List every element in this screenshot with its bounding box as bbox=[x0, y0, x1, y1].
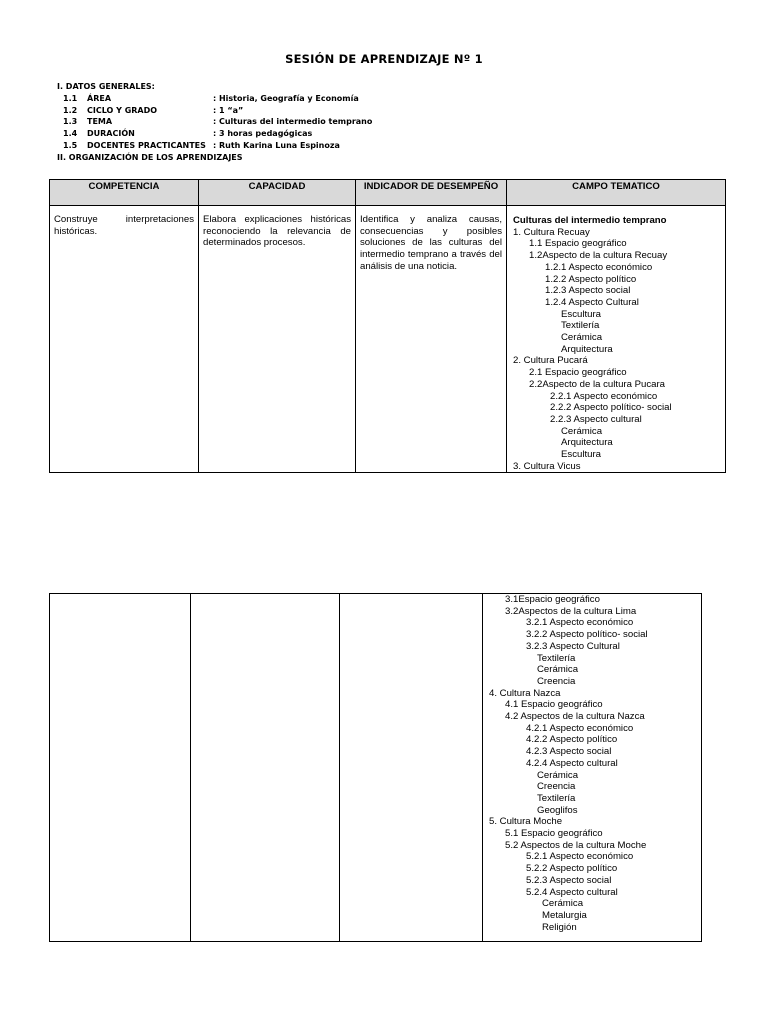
campo-title: Culturas del intermedio temprano bbox=[513, 215, 667, 226]
general-label: ÁREA bbox=[87, 93, 112, 103]
campo-item: 2.2.3 Aspecto cultural bbox=[550, 413, 642, 425]
general-number: 1.2 bbox=[63, 105, 78, 115]
campo-list-page-2 bbox=[489, 594, 701, 933]
campo-item: 1.1 Espacio geográfico bbox=[529, 238, 627, 250]
campo-item: Cerámica bbox=[561, 332, 603, 344]
general-value: : 1 “a” bbox=[213, 105, 244, 115]
campo-item: 1.2.1 Aspecto económico bbox=[545, 261, 653, 273]
campo-item: 2.2.2 Aspecto político- social bbox=[550, 402, 672, 414]
document-title: SESIÓN DE APRENDIZAJE Nº 1 bbox=[285, 52, 483, 66]
general-data-row bbox=[57, 140, 372, 152]
general-value: : Historia, Geografía y Economía bbox=[213, 93, 359, 103]
general-data-row bbox=[57, 105, 372, 117]
campo-item: 2.2.1 Aspecto económico bbox=[550, 390, 658, 402]
campo-item: Arquitectura bbox=[561, 343, 613, 355]
cell-capacidad-empty bbox=[191, 594, 340, 942]
header-indicador: INDICADOR DE DESEMPEÑO bbox=[356, 180, 507, 206]
learning-table-page-1 bbox=[49, 179, 726, 473]
campo-item: 4.2.1 Aspecto económico bbox=[526, 722, 634, 734]
campo-item: 1.2.3 Aspecto social bbox=[545, 285, 631, 297]
general-data-row bbox=[57, 128, 372, 140]
general-data-row bbox=[57, 116, 372, 128]
campo-item: 5.2.3 Aspecto social bbox=[526, 874, 612, 886]
campo-item: 2.2Aspecto de la cultura Pucara bbox=[529, 378, 665, 390]
campo-item: Creencia bbox=[537, 675, 576, 687]
campo-list-page-1 bbox=[513, 227, 725, 473]
general-number: 1.4 bbox=[63, 129, 78, 139]
cell-capacidad: Elabora explicaciones históricas reconociendo la relevancia de determinados procesos. bbox=[199, 206, 356, 473]
organization-heading: II. ORGANIZACIÓN DE LOS APRENDIZAJES bbox=[57, 152, 243, 162]
campo-item: 4.2 Aspectos de la cultura Nazca bbox=[505, 711, 645, 723]
campo-item: 4.2.4 Aspecto cultural bbox=[526, 757, 618, 769]
campo-item: Escultura bbox=[561, 449, 601, 461]
campo-item: 5.2.1 Aspecto económico bbox=[526, 851, 634, 863]
cell-campo-tematico-cont bbox=[483, 594, 702, 942]
campo-item: 5.2 Aspectos de la cultura Moche bbox=[505, 839, 647, 851]
general-number: 1.3 bbox=[63, 117, 78, 127]
campo-item: Geoglifos bbox=[537, 804, 578, 816]
campo-item: Arquitectura bbox=[561, 437, 613, 449]
campo-item: 4.2.3 Aspecto social bbox=[526, 746, 612, 758]
campo-item: 3.2.2 Aspecto político- social bbox=[526, 629, 648, 641]
campo-item: 1.2.4 Aspecto Cultural bbox=[545, 296, 639, 308]
campo-item: Textilería bbox=[537, 652, 576, 664]
campo-item: Cerámica bbox=[542, 898, 584, 910]
campo-item: Cerámica bbox=[561, 425, 603, 437]
general-data-section bbox=[57, 81, 372, 164]
campo-item: 4.2.2 Aspecto político bbox=[526, 734, 618, 746]
campo-item: 5. Cultura Moche bbox=[489, 816, 563, 828]
header-competencia: COMPETENCIA bbox=[50, 180, 199, 206]
campo-item: Textilería bbox=[561, 320, 600, 332]
general-label: TEMA bbox=[87, 117, 113, 127]
campo-item: 4.1 Espacio geográfico bbox=[505, 699, 603, 711]
cell-campo-tematico bbox=[507, 206, 726, 473]
general-value: : Culturas del intermedio temprano bbox=[213, 117, 373, 127]
campo-item: 1.2Aspecto de la cultura Recuay bbox=[529, 250, 668, 262]
campo-item: 2.1 Espacio geográfico bbox=[529, 367, 627, 379]
campo-item: Cerámica bbox=[537, 769, 579, 781]
campo-item: 3. Cultura Vicus bbox=[513, 460, 581, 472]
campo-item: Escultura bbox=[561, 308, 601, 320]
learning-table-page-2 bbox=[49, 593, 702, 942]
general-number: 1.5 bbox=[63, 140, 78, 150]
general-label: DURACIÓN bbox=[87, 129, 135, 139]
campo-item: 5.2.4 Aspecto cultural bbox=[526, 886, 618, 898]
cell-indicador: Identifica y analiza causas, consecuencias y posibles soluciones de las culturas del intermedio temprano a través del análisis de una noticia. bbox=[356, 206, 507, 473]
general-label: CICLO Y GRADO bbox=[87, 105, 158, 115]
general-value: : 3 horas pedagógicas bbox=[213, 129, 313, 139]
campo-item: 3.2Aspectos de la cultura Lima bbox=[505, 605, 637, 617]
general-data-heading: I. DATOS GENERALES: bbox=[57, 82, 155, 91]
campo-item: Textilería bbox=[537, 792, 576, 804]
campo-item: Creencia bbox=[537, 781, 576, 793]
campo-item: Religión bbox=[542, 921, 577, 933]
cell-competencia: Construye interpretaciones históricas. bbox=[50, 206, 199, 473]
campo-item: 1. Cultura Recuay bbox=[513, 226, 590, 238]
campo-item: 5.2.2 Aspecto político bbox=[526, 863, 618, 875]
campo-item: 3.1Espacio geográfico bbox=[505, 594, 600, 605]
header-campo-tematico: CAMPO TEMATICO bbox=[507, 180, 726, 206]
campo-item: 3.2.3 Aspecto Cultural bbox=[526, 640, 620, 652]
general-number: 1.1 bbox=[63, 93, 78, 103]
general-label: DOCENTES PRACTICANTES bbox=[87, 140, 206, 150]
campo-item: Metalurgia bbox=[542, 909, 587, 921]
header-capacidad: CAPACIDAD bbox=[199, 180, 356, 206]
campo-item: 1.2.2 Aspecto político bbox=[545, 273, 637, 285]
general-data-rows bbox=[57, 93, 372, 152]
campo-item: Cerámica bbox=[537, 664, 579, 676]
cell-competencia-empty bbox=[50, 594, 191, 942]
general-value: : Ruth Karina Luna Espinoza bbox=[213, 140, 340, 150]
general-data-row bbox=[57, 93, 372, 105]
campo-item: 2. Cultura Pucará bbox=[513, 355, 588, 367]
cell-indicador-empty bbox=[340, 594, 483, 942]
campo-item: 3.2.1 Aspecto económico bbox=[526, 617, 634, 629]
campo-item: 5.1 Espacio geográfico bbox=[505, 828, 603, 840]
campo-item: 4. Cultura Nazca bbox=[489, 687, 561, 699]
